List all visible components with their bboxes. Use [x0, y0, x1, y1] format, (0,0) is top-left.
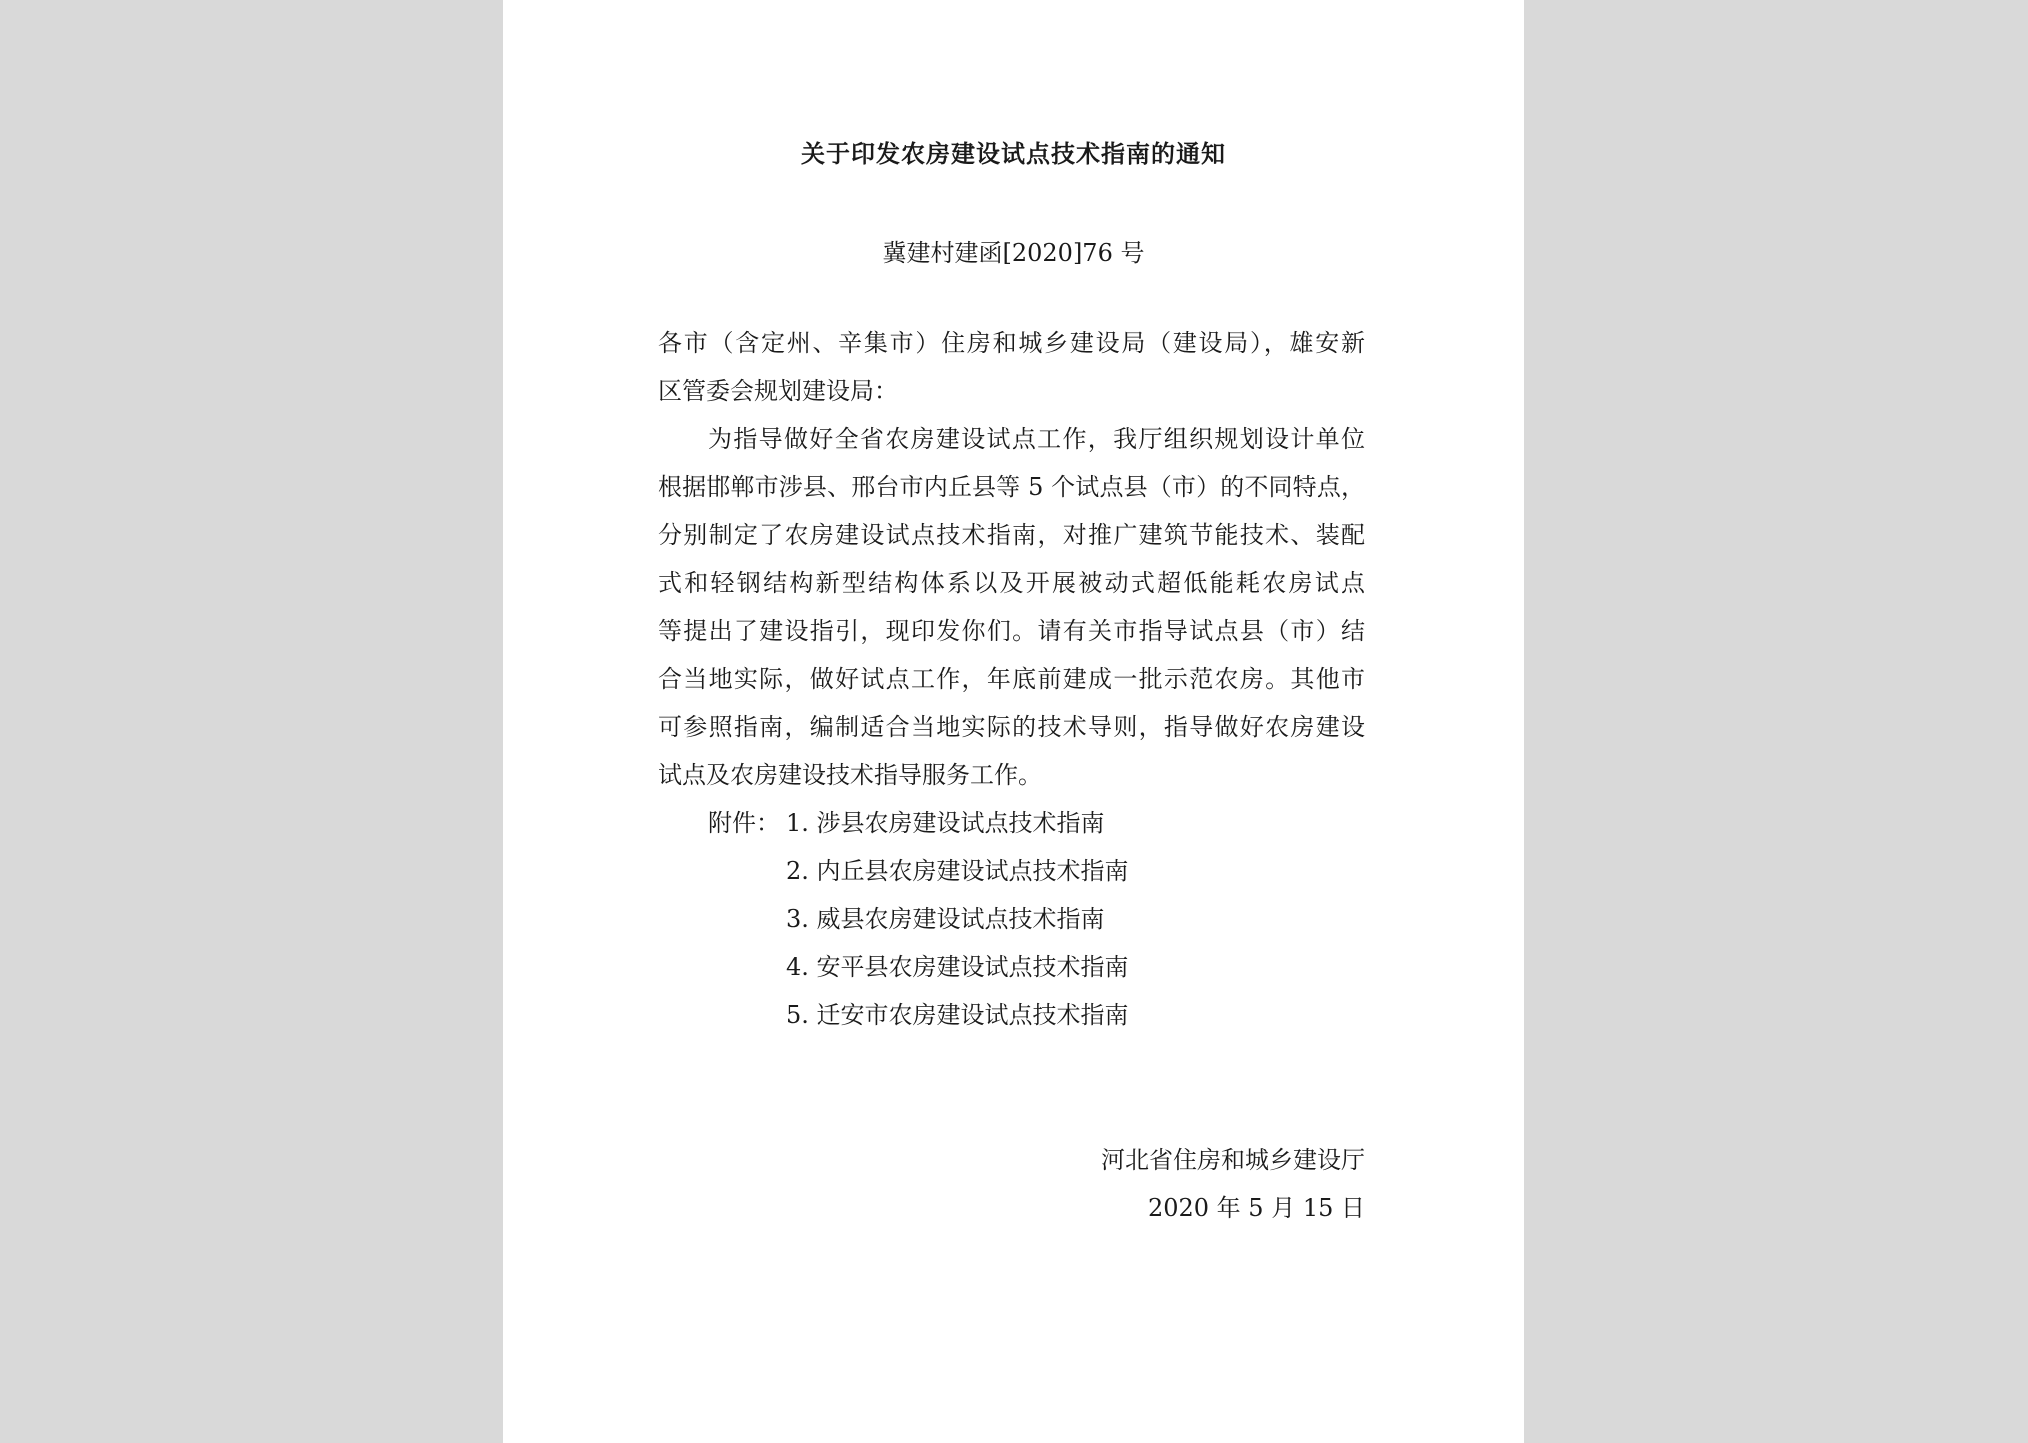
document-number: 冀建村建函[2020]76 号 [882, 239, 1145, 267]
document-page [503, 0, 1524, 1443]
issuer: 河北省住房和城乡建设厅 [1101, 1146, 1365, 1174]
body-line-7: 可参照指南，编制适合当地实际的技术导则，指导做好农房建设 [658, 713, 1365, 741]
body-line-4: 式和轻钢结构新型结构体系以及开展被动式超低能耗农房试点 [658, 569, 1365, 597]
document-title: 关于印发农房建设试点技术指南的通知 [801, 139, 1226, 168]
attachment-item: 5. 迁安市农房建设试点技术指南 [786, 1001, 1129, 1029]
salutation-line-1: 各市（含定州、辛集市）住房和城乡建设局（建设局），雄安新 [658, 329, 1365, 357]
body-line-3: 分别制定了农房建设试点技术指南，对推广建筑节能技术、装配 [658, 521, 1365, 549]
body-line-6: 合当地实际，做好试点工作，年底前建成一批示范农房。其他市 [658, 665, 1365, 693]
body-line-2: 根据邯郸市涉县、邢台市内丘县等 5 个试点县（市）的不同特点， [658, 473, 1365, 501]
body-line-8: 试点及农房建设技术指导服务工作。 [658, 761, 1042, 789]
issue-date: 2020 年 5 月 15 日 [1147, 1194, 1365, 1222]
attachments-label: 附件： [708, 809, 780, 837]
body-line-1: 为指导做好全省农房建设试点工作，我厅组织规划设计单位 [708, 425, 1365, 453]
attachment-item: 3. 威县农房建设试点技术指南 [786, 905, 1105, 933]
attachment-item: 2. 内丘县农房建设试点技术指南 [786, 857, 1129, 885]
attachment-item: 4. 安平县农房建设试点技术指南 [786, 953, 1129, 981]
body-line-5: 等提出了建设指引，现印发你们。请有关市指导试点县（市）结 [658, 617, 1365, 645]
attachment-item: 1. 涉县农房建设试点技术指南 [786, 809, 1105, 837]
salutation-line-2: 区管委会规划建设局： [658, 377, 898, 405]
